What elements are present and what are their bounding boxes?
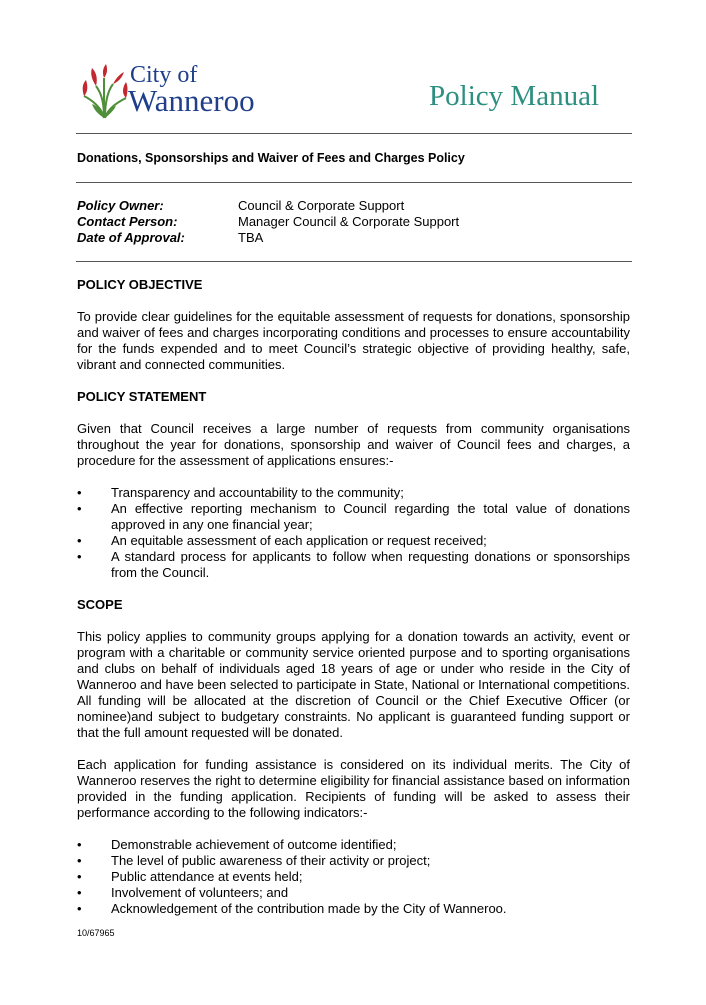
- bullet-icon: •: [77, 853, 82, 868]
- section-heading-objective: POLICY OBJECTIVE: [77, 277, 203, 292]
- bullet-icon: •: [77, 533, 82, 548]
- scope-paragraph-2: Each application for funding assistance is considered on its individual merits. The City of Wanneroo reserves the right to determine eligibility for financial assistance based on information provided in the funding application. Recipients of funding will be asked to assess their performance according to the following indicators:-: [77, 757, 630, 820]
- list-item-text: Demonstrable achievement of outcome identified;: [111, 837, 397, 852]
- list-item-text: Transparency and accountability to the community;: [111, 485, 404, 500]
- bullet-icon: •: [77, 885, 82, 900]
- policy-body: [77, 277, 630, 933]
- logo-city-of-text: City of: [130, 62, 198, 88]
- meta-label: Date of Approval:: [77, 230, 185, 245]
- scope-paragraph-1: This policy applies to community groups applying for a donation towards an activity, event or program with a charitable or community service oriented purpose and to sporting organisations and clubs on behalf of individuals aged 18 years of age or under who reside in the City of Wanneroo and have been selected to participate in State, National or International competitions. All funding will be allocated at the discretion of Council or the Chief Executive Officer (or nominee)and subject to budgetary constraints. No applicant is guaranteed funding support or that the full amount requested will be donated.: [77, 629, 630, 740]
- meta-value: Manager Council & Corporate Support: [238, 214, 460, 229]
- list-item: [77, 533, 630, 549]
- title-divider: [76, 182, 632, 183]
- bullet-icon: •: [77, 837, 82, 852]
- list-item: [77, 837, 630, 853]
- meta-divider: [76, 261, 632, 262]
- statement-paragraph: Given that Council receives a large number of requests from community organisations throughout the year for donations, sponsorship and waiver of Council fees and charges, a procedure for the assessment of applications ensures:-: [77, 421, 630, 468]
- scope-bullet-list: [77, 837, 630, 917]
- statement-bullet-list: [77, 485, 630, 581]
- meta-label: Policy Owner:: [77, 198, 164, 213]
- section-heading-scope: SCOPE: [77, 597, 123, 612]
- bullet-icon: •: [77, 485, 82, 500]
- header-divider: [76, 133, 632, 134]
- list-item: [77, 885, 630, 901]
- list-item-text: The level of public awareness of their activity or project;: [111, 853, 431, 868]
- bullet-icon: •: [77, 549, 82, 564]
- bullet-icon: •: [77, 901, 82, 916]
- list-item: [77, 901, 630, 917]
- meta-value: Council & Corporate Support: [238, 198, 405, 213]
- objective-paragraph: To provide clear guidelines for the equitable assessment of requests for donations, sponsorship and waiver of fees and charges incorporating conditions and processes to ensure accountability for the funds expended and to meet Council’s strategic objective of providing healthy, safe, vibrant and connected communities.: [77, 309, 630, 372]
- meta-row-date-of-approval: [77, 230, 459, 246]
- list-item: [77, 853, 630, 869]
- policy-meta-block: [77, 198, 459, 246]
- meta-label: Contact Person:: [77, 214, 178, 229]
- logo-wanneroo-text: Wanneroo: [128, 83, 255, 118]
- meta-row-policy-owner: [77, 198, 459, 214]
- document-reference-number: 10/67965: [77, 928, 115, 938]
- document-title: Donations, Sponsorships and Waiver of Fees and Charges Policy: [77, 151, 465, 165]
- list-item: [77, 549, 630, 581]
- list-item-text: Public attendance at events held;: [111, 869, 303, 884]
- kangaroo-paw-flower-icon: [80, 64, 130, 120]
- list-item-text: An effective reporting mechanism to Council regarding the total value of donations approved in any one financial year;: [111, 501, 630, 532]
- list-item-text: A standard process for applicants to follow when requesting donations or sponsorships from the Council.: [111, 549, 630, 580]
- list-item: [77, 501, 630, 533]
- list-item-text: Acknowledgement of the contribution made by the City of Wanneroo.: [111, 901, 507, 916]
- policy-manual-title: Policy Manual: [429, 80, 599, 112]
- bullet-icon: •: [77, 501, 82, 516]
- city-of-wanneroo-logo: [80, 60, 280, 120]
- list-item-text: Involvement of volunteers; and: [111, 885, 289, 900]
- list-item-text: An equitable assessment of each application or request received;: [111, 533, 487, 548]
- section-heading-statement: POLICY STATEMENT: [77, 389, 207, 404]
- meta-value: TBA: [238, 230, 264, 245]
- bullet-icon: •: [77, 869, 82, 884]
- meta-row-contact-person: [77, 214, 459, 230]
- list-item: [77, 485, 630, 501]
- list-item: [77, 869, 630, 885]
